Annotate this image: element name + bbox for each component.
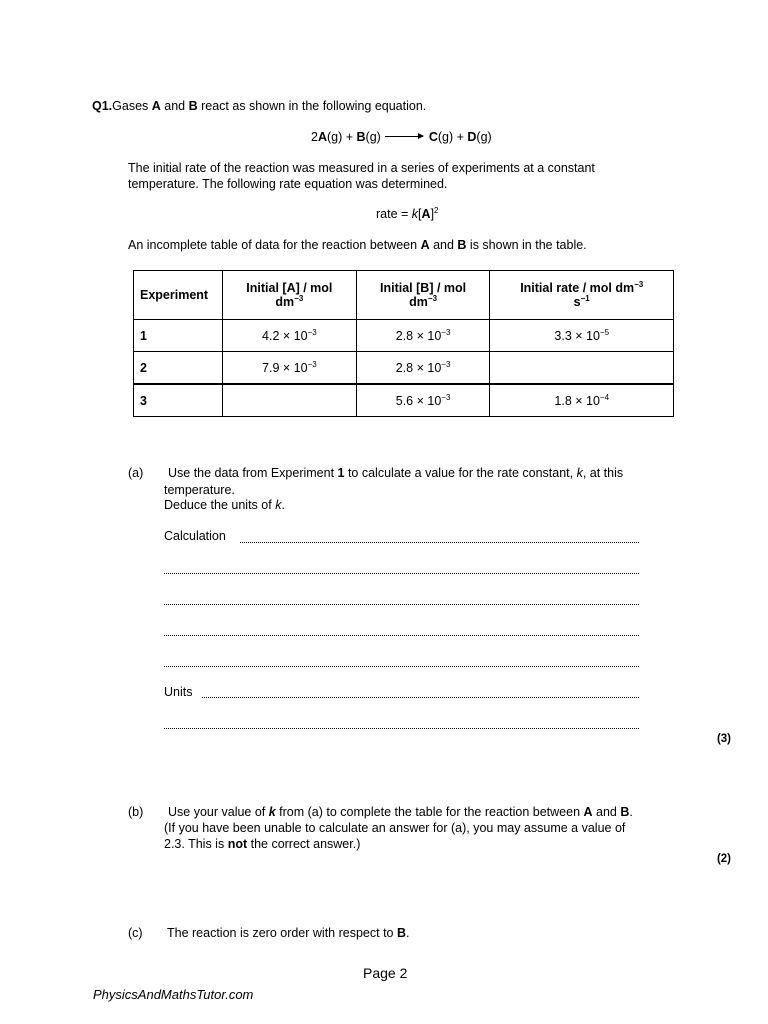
cell-initial-a-blank xyxy=(223,384,357,417)
rate-equation: rate = $k[A]^2$ xyxy=(376,206,439,221)
cell-initial-b: $2.8 \times 10^{-3}$ xyxy=(356,320,490,352)
units-label: Units xyxy=(164,685,193,699)
cell-experiment: 1 xyxy=(134,320,223,352)
part-c-text: The reaction is zero order with respect to B. xyxy=(167,926,410,940)
cell-initial-rate: $1.8 \times 10^{-4}$ xyxy=(490,384,674,417)
part-b-line-2: (If you have been unable to calculate an answer for (a), you may assume a value of xyxy=(164,821,626,835)
answer-line-calculation[interactable] xyxy=(240,532,639,543)
rate-data-table xyxy=(133,270,674,417)
calculation-label: Calculation xyxy=(164,529,226,543)
cell-initial-a: $4.2 \times 10^{-3}$ xyxy=(223,320,357,352)
cell-initial-a: $7.9 \times 10^{-3}$ xyxy=(223,352,357,385)
header-experiment: Experiment xyxy=(134,271,223,320)
answer-line[interactable] xyxy=(164,563,639,574)
question-number: Q1. xyxy=(92,99,113,113)
answer-line[interactable] xyxy=(164,656,639,667)
table-row xyxy=(134,384,674,417)
cell-initial-rate-blank xyxy=(490,352,674,385)
answer-line-units[interactable] xyxy=(202,687,639,698)
header-initial-a: Initial [A] / mol $dm^{-3}$ xyxy=(223,271,357,320)
footer-site: PhysicsAndMathsTutor.com xyxy=(93,987,254,1002)
cell-initial-b: $2.8 \times 10^{-3}$ xyxy=(356,352,490,385)
part-b-line-3: 2.3. This is not the correct answer.) xyxy=(164,837,361,851)
table-header-row xyxy=(134,271,674,320)
answer-line[interactable] xyxy=(164,594,639,605)
intro-line-2: temperature. The following rate equation was determined. xyxy=(128,177,448,191)
part-a-line-1: Use the data from Experiment 1 to calculate a value for the rate constant, k, at this xyxy=(168,466,624,480)
table-intro: An incomplete table of data for the reaction between A and B is shown in the table. xyxy=(128,238,587,252)
answer-line[interactable] xyxy=(164,625,639,636)
cell-experiment: 2 xyxy=(134,352,223,385)
page-number: Page 2 xyxy=(363,965,408,981)
part-a-marks: (3) xyxy=(716,733,731,745)
part-b-label: (b) xyxy=(128,805,144,819)
question-intro: Q1.Gases A and B react as shown in the following equation. xyxy=(92,99,427,113)
intro-line-1: The initial rate of the reaction was measured in a series of experiments at a constant xyxy=(128,161,595,175)
table-row xyxy=(134,320,674,352)
answer-line[interactable] xyxy=(164,718,639,729)
header-initial-rate: Initial rate / mol $dm^{-3}$ $s^{-1}$ xyxy=(490,271,674,320)
reaction-arrow-icon xyxy=(385,136,423,137)
part-a-label: (a) xyxy=(128,466,144,480)
cell-initial-b: $5.6 \times 10^{-3}$ xyxy=(356,384,490,417)
part-b-line-1: Use your value of k from (a) to complete the table for the reaction between A and B. xyxy=(168,805,633,819)
part-a-line-3: Deduce the units of k. xyxy=(164,498,285,512)
table-row xyxy=(134,352,674,385)
reaction-equation: 2A(g) + B(g) C(g) + D(g) xyxy=(311,130,492,144)
part-a-line-2: temperature. xyxy=(164,483,235,497)
part-c-label: (c) xyxy=(128,926,143,940)
header-initial-b: Initial [B] / mol $dm^{-3}$ xyxy=(356,271,490,320)
part-b-marks: (2) xyxy=(716,853,731,865)
cell-initial-rate: $3.3 \times 10^{-5}$ xyxy=(490,320,674,352)
cell-experiment: 3 xyxy=(134,384,223,417)
